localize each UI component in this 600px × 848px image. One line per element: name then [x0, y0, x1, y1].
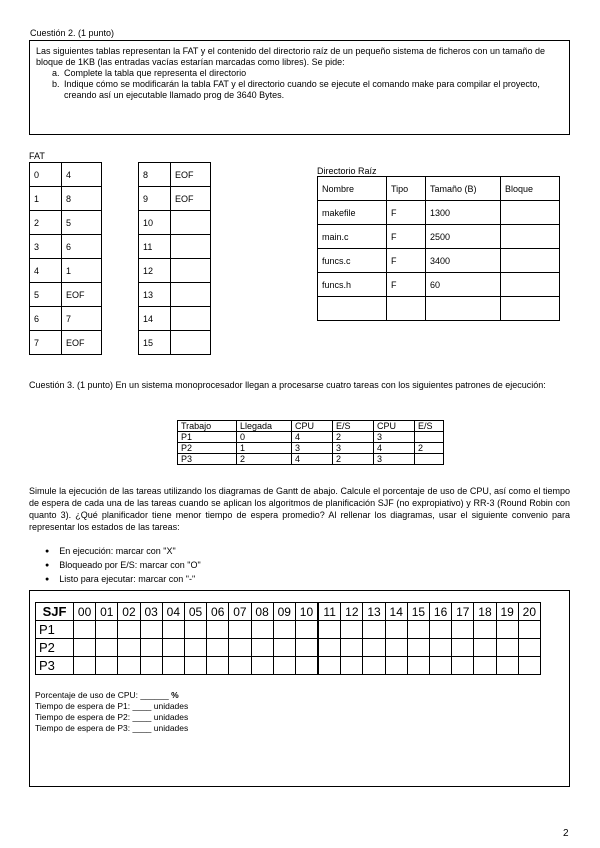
gantt-time-cell: 01 — [96, 603, 118, 621]
gantt-slot[interactable] — [496, 621, 518, 639]
gantt-slot[interactable] — [184, 639, 206, 657]
gantt-slot[interactable] — [207, 657, 229, 675]
directory-cell[interactable]: F — [387, 249, 426, 273]
directory-row — [318, 273, 560, 297]
directory-cell[interactable]: 3400 — [426, 249, 501, 273]
directory-header-cell: Tipo — [387, 177, 426, 201]
directory-cell[interactable] — [501, 249, 560, 273]
gantt-slot[interactable] — [295, 657, 318, 675]
gantt-slot[interactable] — [474, 621, 496, 639]
gantt-slot[interactable] — [341, 621, 363, 639]
gantt-slot[interactable] — [341, 639, 363, 657]
pattern-cell: P2 — [178, 443, 237, 454]
gantt-slot[interactable] — [184, 657, 206, 675]
gantt-slot[interactable] — [251, 657, 273, 675]
fat-index: 1 — [30, 187, 62, 211]
gantt-time-cell: 17 — [452, 603, 474, 621]
question-2-title: Cuestión 2. (1 punto) — [30, 28, 115, 38]
gantt-slot[interactable] — [74, 621, 96, 639]
pattern-header-cell: CPU — [374, 421, 415, 432]
wait-time-p2: Tiempo de espera de P2: ____ unidades — [35, 712, 189, 722]
gantt-process-label: P3 — [36, 657, 74, 675]
page-number: 2 — [563, 828, 569, 839]
pattern-cell: 2 — [333, 432, 374, 443]
cpu-usage-line — [35, 690, 188, 701]
directory-row — [318, 201, 560, 225]
gantt-time-cell: 04 — [162, 603, 184, 621]
fat-entry[interactable]: EOF — [171, 163, 211, 187]
gantt-slot[interactable] — [518, 657, 540, 675]
gantt-slot[interactable] — [162, 657, 184, 675]
gantt-row — [36, 621, 541, 639]
gantt-slot[interactable] — [96, 639, 118, 657]
gantt-slot[interactable] — [140, 621, 162, 639]
gantt-slot[interactable] — [430, 657, 452, 675]
gantt-time-cell: 14 — [385, 603, 407, 621]
pattern-row — [178, 454, 444, 465]
gantt-slot[interactable] — [518, 621, 540, 639]
fat-row — [139, 163, 211, 187]
gantt-slot[interactable] — [452, 657, 474, 675]
fat-entry[interactable]: 4 — [62, 163, 102, 187]
pattern-cell: 3 — [374, 454, 415, 465]
gantt-slot[interactable] — [251, 639, 273, 657]
fat-entry[interactable]: EOF — [171, 187, 211, 211]
directory-row — [318, 249, 560, 273]
gantt-slot[interactable] — [207, 621, 229, 639]
fat-entry[interactable] — [171, 235, 211, 259]
directory-cell[interactable] — [318, 297, 387, 321]
gantt-time-cell: 00 — [74, 603, 96, 621]
fat-row — [30, 259, 102, 283]
gantt-slot[interactable] — [341, 657, 363, 675]
gantt-time-cell: 11 — [318, 603, 341, 621]
gantt-time-cell: 20 — [518, 603, 540, 621]
fat-index: 4 — [30, 259, 62, 283]
gantt-slot[interactable] — [229, 639, 251, 657]
pattern-header-cell: Trabajo — [178, 421, 237, 432]
gantt-slot[interactable] — [273, 621, 295, 639]
pattern-cell: P3 — [178, 454, 237, 465]
cpu-usage-unit: % — [171, 690, 179, 700]
fat-index: 7 — [30, 331, 62, 355]
gantt-slot[interactable] — [295, 639, 318, 657]
fat-entry[interactable]: EOF — [62, 283, 102, 307]
fat-row — [139, 259, 211, 283]
fat-row — [139, 331, 211, 355]
fat-index: 8 — [139, 163, 171, 187]
pattern-cell: 3 — [333, 443, 374, 454]
gantt-row — [36, 657, 541, 675]
wait-time-p3: Tiempo de espera de P3: ____ unidades — [35, 723, 189, 733]
directory-row — [318, 297, 560, 321]
pattern-header-cell: Llegada — [237, 421, 292, 432]
cpu-usage-label: Porcentaje de uso de CPU: ______ — [35, 690, 169, 700]
gantt-process-label: P1 — [36, 621, 74, 639]
gantt-slot[interactable] — [518, 639, 540, 657]
gantt-slot[interactable] — [363, 621, 385, 639]
fat-entry[interactable]: 5 — [62, 211, 102, 235]
gantt-slot[interactable] — [318, 657, 341, 675]
pattern-cell — [415, 432, 444, 443]
fat-entry[interactable]: 1 — [62, 259, 102, 283]
fat-index: 6 — [30, 307, 62, 331]
directory-header-row — [318, 177, 560, 201]
gantt-time-cell: 10 — [295, 603, 318, 621]
wait-time-p1: Tiempo de espera de P1: ____ unidades — [35, 701, 189, 711]
directory-cell[interactable] — [501, 225, 560, 249]
gantt-slot[interactable] — [385, 639, 407, 657]
fat-entry[interactable]: 6 — [62, 235, 102, 259]
directory-cell[interactable]: makefile — [318, 201, 387, 225]
pattern-cell: P1 — [178, 432, 237, 443]
question-2-box — [29, 40, 570, 135]
fat-row — [139, 307, 211, 331]
directory-cell[interactable]: F — [387, 273, 426, 297]
directory-cell[interactable]: funcs.c — [318, 249, 387, 273]
directory-cell[interactable] — [426, 297, 501, 321]
directory-label: Directorio Raíz — [317, 166, 377, 176]
question-3-text: Cuestión 3. (1 punto) En un sistema monoprocesador llegan a procesarse cuatro tareas con los siguientes patrones de ejecución: — [29, 380, 546, 390]
fat-index: 3 — [30, 235, 62, 259]
gantt-label: SJF — [36, 603, 74, 621]
fat-entry[interactable] — [171, 331, 211, 355]
fat-row — [30, 331, 102, 355]
gantt-slot[interactable] — [162, 621, 184, 639]
gantt-time-cell: 09 — [273, 603, 295, 621]
gantt-slot[interactable] — [207, 639, 229, 657]
execution-pattern-table — [177, 420, 444, 465]
fat-entry[interactable]: 7 — [62, 307, 102, 331]
fat-entry[interactable] — [171, 211, 211, 235]
state-convention-list — [45, 545, 201, 587]
gantt-process-label: P2 — [36, 639, 74, 657]
fat-row — [30, 235, 102, 259]
gantt-time-cell: 18 — [474, 603, 496, 621]
pattern-cell: 2 — [415, 443, 444, 454]
fat-index: 14 — [139, 307, 171, 331]
gantt-slot[interactable] — [363, 657, 385, 675]
gantt-slot[interactable] — [251, 621, 273, 639]
directory-cell[interactable]: F — [387, 225, 426, 249]
fat-entry[interactable] — [171, 283, 211, 307]
directory-header-cell: Nombre — [318, 177, 387, 201]
gantt-slot[interactable] — [363, 639, 385, 657]
fat-index: 2 — [30, 211, 62, 235]
gantt-slot[interactable] — [318, 621, 341, 639]
gantt-time-cell: 16 — [430, 603, 452, 621]
gantt-time-cell: 03 — [140, 603, 162, 621]
gantt-slot[interactable] — [140, 657, 162, 675]
fat-row — [139, 235, 211, 259]
gantt-slot[interactable] — [385, 621, 407, 639]
fat-index: 15 — [139, 331, 171, 355]
fat-table-right — [138, 162, 211, 355]
gantt-row — [36, 639, 541, 657]
gantt-slot[interactable] — [496, 639, 518, 657]
pattern-cell: 0 — [237, 432, 292, 443]
fat-row — [30, 163, 102, 187]
gantt-slot[interactable] — [430, 621, 452, 639]
gantt-time-cell: 12 — [341, 603, 363, 621]
gantt-slot[interactable] — [118, 621, 140, 639]
gantt-chart-sjf — [35, 602, 541, 675]
directory-cell[interactable] — [387, 297, 426, 321]
bullet-blocked: ● Bloqueado por E/S: marcar con "O" — [45, 559, 201, 573]
directory-header-cell: Bloque — [501, 177, 560, 201]
fat-entry[interactable] — [171, 307, 211, 331]
gantt-slot[interactable] — [74, 657, 96, 675]
fat-row — [139, 187, 211, 211]
gantt-time-cell: 02 — [118, 603, 140, 621]
fat-index: 11 — [139, 235, 171, 259]
gantt-slot[interactable] — [295, 621, 318, 639]
fat-index: 5 — [30, 283, 62, 307]
fat-index: 13 — [139, 283, 171, 307]
gantt-slot[interactable] — [96, 621, 118, 639]
gantt-slot[interactable] — [385, 657, 407, 675]
gantt-slot[interactable] — [162, 639, 184, 657]
fat-index: 10 — [139, 211, 171, 235]
gantt-slot[interactable] — [452, 621, 474, 639]
gantt-slot[interactable] — [407, 657, 429, 675]
gantt-slot[interactable] — [407, 639, 429, 657]
directory-table — [317, 176, 560, 321]
pattern-header-cell: CPU — [292, 421, 333, 432]
gantt-slot[interactable] — [229, 657, 251, 675]
directory-cell[interactable]: 2500 — [426, 225, 501, 249]
directory-cell[interactable]: F — [387, 201, 426, 225]
pattern-header-row — [178, 421, 444, 432]
gantt-time-cell: 05 — [184, 603, 206, 621]
directory-cell[interactable]: main.c — [318, 225, 387, 249]
fat-table-left — [29, 162, 102, 355]
fat-row — [30, 187, 102, 211]
gantt-slot[interactable] — [407, 621, 429, 639]
pattern-cell: 2 — [237, 454, 292, 465]
gantt-slot[interactable] — [273, 639, 295, 657]
fat-entry[interactable]: EOF — [62, 331, 102, 355]
question-2-items — [36, 68, 563, 101]
gantt-time-cell: 19 — [496, 603, 518, 621]
directory-cell[interactable]: 1300 — [426, 201, 501, 225]
pattern-header-cell: E/S — [415, 421, 444, 432]
directory-cell[interactable] — [501, 201, 560, 225]
fat-row — [139, 283, 211, 307]
gantt-time-cell: 06 — [207, 603, 229, 621]
simulation-instructions: Simule la ejecución de las tareas utilizando los diagramas de Gantt de abajo. Calcule el porcentaje de uso de CPU, así como el tiempo de espera de cada una de las tareas cuando se aplican los algoritmos de planificación SJF (no expropiativo) y RR-3 (Round Robin con quanto 3). ¿Qué planificador tiene menor tiempo de espera promedio? Al rellenar los diagramas, usar el siguiente convenio para representar los estados de las tareas: — [29, 486, 570, 532]
pattern-cell: 1 — [237, 443, 292, 454]
gantt-header-row — [36, 603, 541, 621]
gantt-time-cell: 15 — [407, 603, 429, 621]
directory-cell[interactable] — [501, 273, 560, 297]
directory-cell[interactable]: funcs.h — [318, 273, 387, 297]
fat-entry[interactable]: 8 — [62, 187, 102, 211]
pattern-cell: 4 — [292, 454, 333, 465]
gantt-slot[interactable] — [474, 639, 496, 657]
fat-entry[interactable] — [171, 259, 211, 283]
pattern-cell: 4 — [292, 432, 333, 443]
bullet-running: ● En ejecución: marcar con "X" — [45, 545, 201, 559]
gantt-slot[interactable] — [74, 639, 96, 657]
pattern-cell: 2 — [333, 454, 374, 465]
gantt-slot[interactable] — [496, 657, 518, 675]
gantt-slot[interactable] — [118, 639, 140, 657]
pattern-cell: 3 — [292, 443, 333, 454]
gantt-slot[interactable] — [140, 639, 162, 657]
question-2-item-b: b. Indique cómo se modificarán la tabla FAT y el directorio cuando se ejecute el comando make para compilar el proyecto, creando así un ejecutable llamado prog de 3640 Bytes. — [62, 79, 563, 101]
fat-row — [30, 307, 102, 331]
pattern-cell: 4 — [374, 443, 415, 454]
question-2-item-a: a. Complete la tabla que representa el directorio — [62, 68, 563, 79]
fat-row — [139, 211, 211, 235]
bullet-ready: ● Listo para ejecutar: marcar con "-" — [45, 573, 201, 587]
gantt-slot[interactable] — [273, 657, 295, 675]
pattern-cell: 3 — [374, 432, 415, 443]
fat-index: 9 — [139, 187, 171, 211]
gantt-slot[interactable] — [229, 621, 251, 639]
gantt-slot[interactable] — [184, 621, 206, 639]
directory-cell[interactable] — [501, 297, 560, 321]
gantt-slot[interactable] — [318, 639, 341, 657]
gantt-slot[interactable] — [96, 657, 118, 675]
pattern-header-cell: E/S — [333, 421, 374, 432]
gantt-time-cell: 08 — [251, 603, 273, 621]
fat-index: 0 — [30, 163, 62, 187]
directory-row — [318, 225, 560, 249]
gantt-slot[interactable] — [474, 657, 496, 675]
question-2-intro: Las siguientes tablas representan la FAT y el contenido del directorio raíz de un pequeño sistema de ficheros con un tamaño de bloque de 1KB (las entradas vacías estarían marcadas como libres). Se pide: — [36, 46, 545, 67]
gantt-time-cell: 07 — [229, 603, 251, 621]
fat-label: FAT — [29, 151, 45, 161]
fat-index: 12 — [139, 259, 171, 283]
directory-header-cell: Tamaño (B) — [426, 177, 501, 201]
gantt-slot[interactable] — [452, 639, 474, 657]
fat-row — [30, 211, 102, 235]
pattern-cell — [415, 454, 444, 465]
answer-fields — [35, 690, 188, 734]
gantt-time-cell: 13 — [363, 603, 385, 621]
gantt-slot[interactable] — [118, 657, 140, 675]
directory-cell[interactable]: 60 — [426, 273, 501, 297]
pattern-row — [178, 443, 444, 454]
pattern-row — [178, 432, 444, 443]
fat-row — [30, 283, 102, 307]
gantt-slot[interactable] — [430, 639, 452, 657]
